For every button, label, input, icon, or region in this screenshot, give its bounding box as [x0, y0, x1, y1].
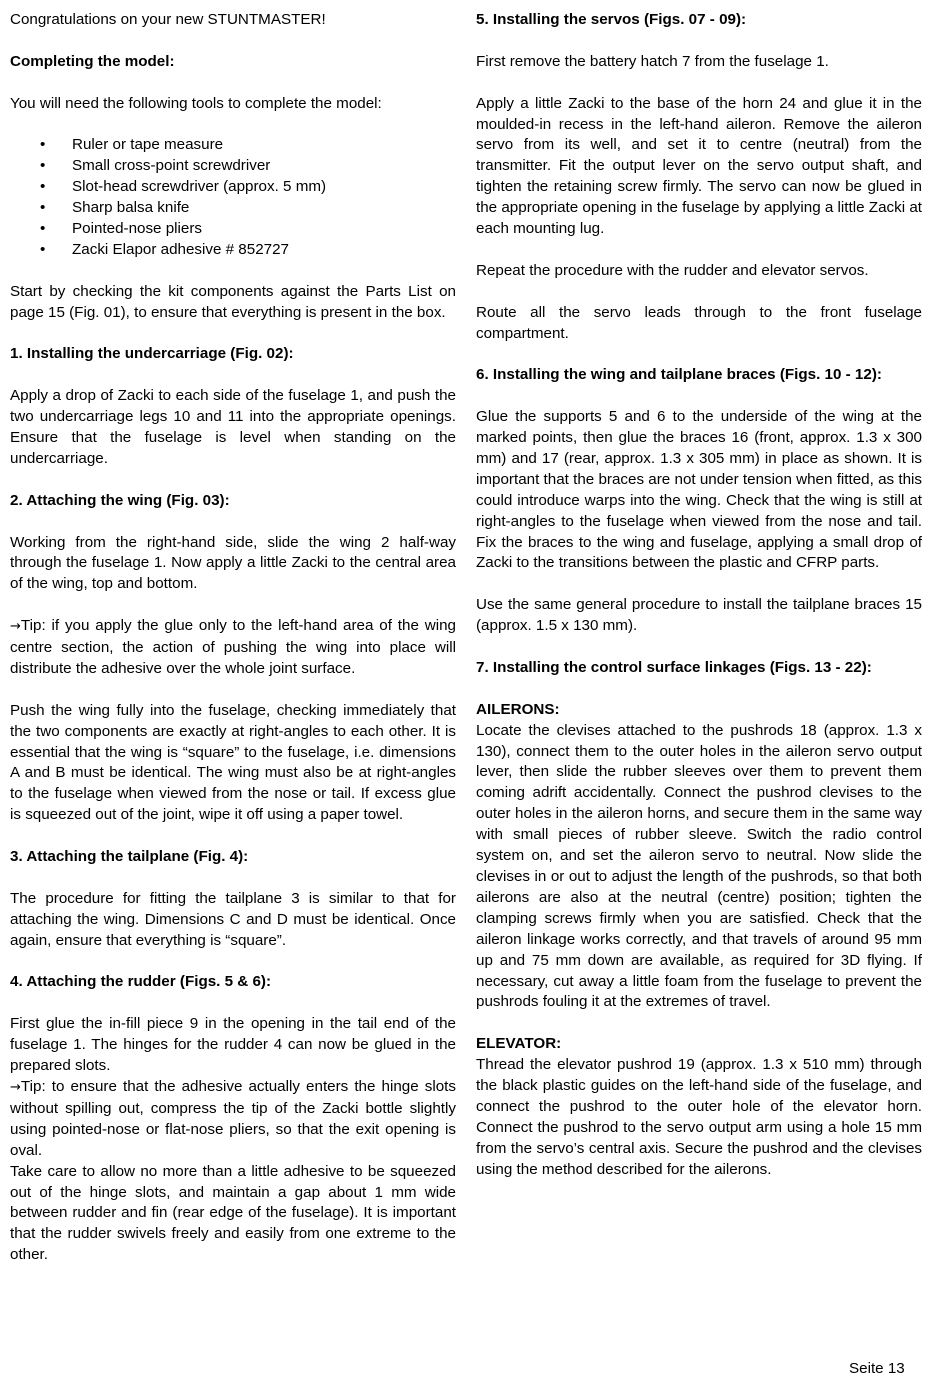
section-5-text-4: Route all the servo leads through to the front fuselage compartment.: [476, 303, 922, 342]
section-2-tip: [10, 616, 456, 680]
tools-list: [10, 135, 456, 260]
section-2-text: Working from the right-hand side, slide the wing 2 half-way through the fuselage 1. Now apply a little Zacki to the central area of the wing, top and bottom.: [10, 533, 456, 593]
list-item: • Slot-head screwdriver (approx. 5 mm): [10, 177, 456, 198]
section-6-text: Glue the supports 5 and 6 to the underside of the wing at the marked points, then glue the braces 16 (front, approx. 1.3 x 300 mm) and 17 (rear, approx. 1.3 x 305 mm) in place as shown. It is important that the braces are not under tension when fitted, as this could introduce warps into the wing. Check that the wing is still at right-angles to the fuselage when viewed from the nose and tail. Fix the braces to the wing and fuselage, applying a small drop of Zacki to the transitions between the plastic and CFRP parts.: [476, 408, 922, 572]
elevator-text: Thread the elevator pushrod 19 (approx. 1.3 x 510 mm) through the black plastic guides on the left-hand side of the fuselage, and connect the pushrod to the outer hole of the elevator horn. Connect the pushrod to the servo output arm using a hole 15 mm from the servo’s central axis. Secure the pushrod and the clevises using the method described for the ailerons.: [476, 1056, 922, 1178]
left-column: [10, 10, 456, 1266]
list-item: • Zacki Elapor adhesive # 852727: [10, 240, 456, 261]
section-6-text-2: Use the same general procedure to install the tailplane braces 15 (approx. 1.5 x 130 mm).: [476, 596, 922, 635]
ailerons-heading: AILERONS:: [476, 700, 560, 718]
list-item: • Sharp balsa knife: [10, 198, 456, 219]
section-4-text: First glue the in-fill piece 9 in the opening in the tail end of the fuselage 1. The hinges for the rudder 4 can now be glued in the prepared slots.: [10, 1015, 456, 1075]
section-2-text-2: Push the wing fully into the fuselage, checking immediately that the two components are exactly at right-angles to each other. It is essential that the wing is “square” to the fuselage, i.e. dimensions A and B must be identical. The wing must also be at right-angles to the fuselage when viewed from the nose or tail. If excess glue is squeezed out of the joint, wipe it off using a paper towel.: [10, 701, 456, 824]
completing-heading: Completing the model:: [10, 52, 175, 70]
list-item: • Small cross-point screwdriver: [10, 156, 456, 177]
congrats-text: Congratulations on your new STUNTMASTER!: [10, 11, 326, 28]
section-5-text-2: Apply a little Zacki to the base of the horn 24 and glue it in the moulded-in recess in the left-hand aileron. Remove the aileron servo from its well, and set it to centre (neutral) from the transmitter. Fit the output lever on the servo output shaft, and tighten the retaining screw firmly. The servo can now be glued in the appropriate opening in the fuselage by applying a little Zacki at each mounting lug.: [476, 94, 922, 238]
section-5-text-3: Repeat the procedure with the rudder and elevator servos.: [476, 261, 869, 279]
ailerons-text: Locate the clevises attached to the pushrods 18 (approx. 1.3 x 130), connect them to the outer holes in the aileron servo output lever, then slide the rubber sleeves over them to prevent them coming adrift accidentally. Connect the pushrod clevises to the outer holes in the aileron horns, and secure them in the same way with small pieces of rubber sleeve. Switch the radio control system on, and set the aileron servo to neutral. Now slide the clevises in or out to adjust the length of the pushrods, so that both ailerons are also at the neutral (centre) position; tighten the clamping screws firmly when you are satisfied. Check that the aileron linkage works correctly, and that travels of around 95 mm up and 75 mm down are available, as required for 3D flying. If necessary, cut away a little foam from the fuselage to prevent the pushrods fouling it at the extremes of travel.: [476, 721, 922, 1011]
section-7-heading: 7. Installing the control surface linkages (Figs. 13 - 22):: [476, 658, 872, 676]
elevator-heading: ELEVATOR:: [476, 1035, 562, 1053]
section-4-tip-text: Tip: to ensure that the adhesive actually enters the hinge slots without spilling out, compress the tip of the Zacki bottle slightly using pointed-nose or flat-nose pliers, so that the exit opening is oval.: [10, 1078, 456, 1159]
section-4-heading: 4. Attaching the rudder (Figs. 5 & 6):: [10, 973, 272, 991]
section-5-text: First remove the battery hatch 7 from the fuselage 1.: [476, 52, 829, 70]
section-1-heading: 1. Installing the undercarriage (Fig. 02):: [10, 345, 294, 363]
tools-intro: You will need the following tools to complete the model:: [10, 94, 382, 112]
check-paragraph: Start by checking the kit components against the Parts List on page 15 (Fig. 01), to ensure that everything is present in the box.: [10, 282, 456, 321]
arrow-right-icon: →: [10, 1080, 21, 1095]
section-3-text: The procedure for fitting the tailplane 3 is similar to that for attaching the wing. Dimensions C and D must be identical. Once again, ensure that everything is “square”.: [10, 889, 456, 949]
section-5-heading: 5. Installing the servos (Figs. 07 - 09):: [476, 11, 747, 28]
section-4-text-2: Take care to allow no more than a little adhesive to be squeezed out of the hinge slots, and maintain a gap about 1 mm wide between rudder and fin (rear edge of the fuselage). It is important that the rudder swivels freely and easily from one extreme to the other.: [10, 1162, 456, 1264]
section-3-heading: 3. Attaching the tailplane (Fig. 4):: [10, 848, 249, 866]
section-2-tip-text: Tip: if you apply the glue only to the left-hand area of the wing centre section, the action of pushing the wing into place will distribute the adhesive over the whole joint surface.: [10, 617, 456, 677]
section-4-tip: [10, 1077, 456, 1162]
right-column: [476, 10, 922, 1181]
section-1-text: Apply a drop of Zacki to each side of the fuselage 1, and push the two undercarriage legs 10 and 11 into the appropriate openings. Ensure that the fuselage is level when standing on the undercarriage.: [10, 387, 456, 467]
list-item: • Pointed-nose pliers: [10, 219, 456, 240]
list-item: • Ruler or tape measure: [10, 135, 456, 156]
page-number: Seite 13: [849, 1360, 905, 1377]
arrow-right-icon: →: [10, 619, 21, 635]
section-2-heading: 2. Attaching the wing (Fig. 03):: [10, 491, 230, 509]
section-6-heading: 6. Installing the wing and tailplane braces (Figs. 10 - 12):: [476, 366, 882, 384]
